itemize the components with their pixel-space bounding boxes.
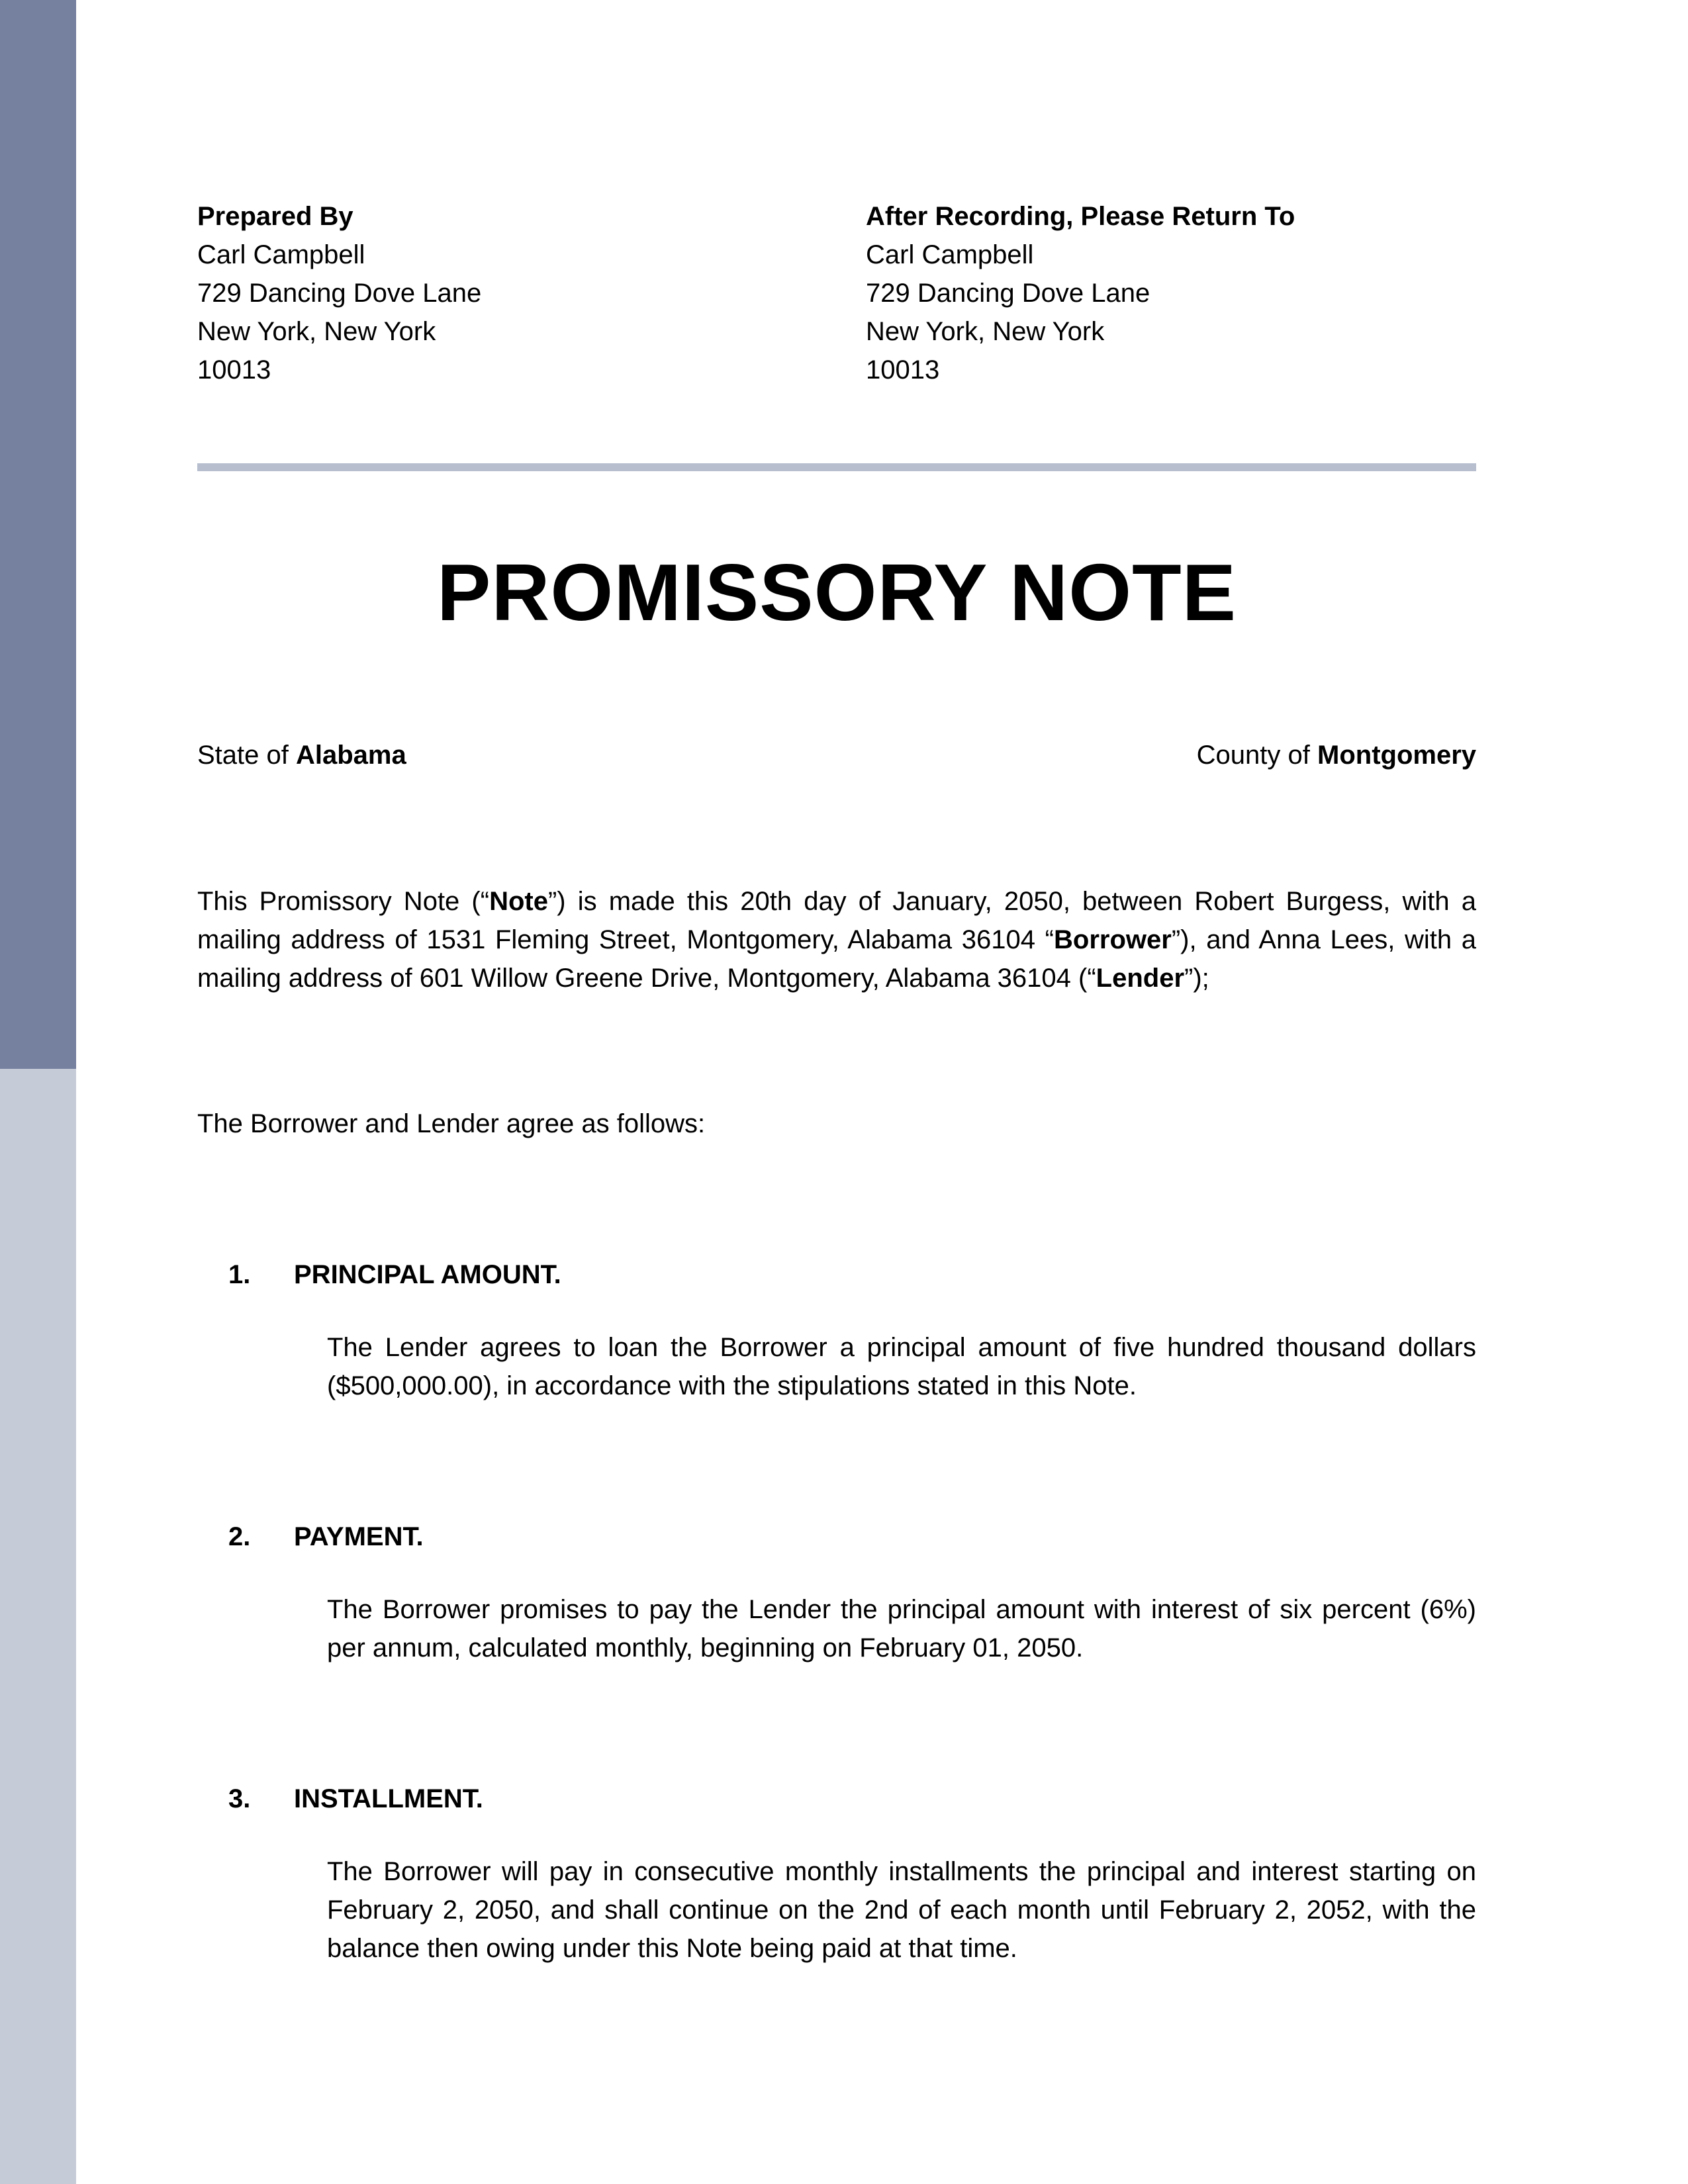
address-line: 10013 — [197, 355, 271, 385]
address-line: 729 Dancing Dove Lane — [197, 279, 482, 308]
section-installment — [197, 1780, 1476, 1968]
prepared-by-label: Prepared By — [197, 202, 353, 231]
section-principal-amount — [197, 1255, 1476, 1405]
sidebar-accent-light — [0, 1069, 76, 2184]
document-title: PROMISSORY NOTE — [436, 547, 1237, 637]
jurisdiction-row — [197, 736, 1476, 774]
address-line: New York, New York — [197, 317, 436, 346]
county-line — [1197, 736, 1476, 774]
intro-segment-note: Note — [489, 887, 548, 916]
section-heading-label: PAYMENT. — [294, 1522, 424, 1551]
section-heading — [197, 1255, 1476, 1294]
prepared-by-block — [197, 197, 866, 389]
address-line: 10013 — [866, 355, 940, 385]
state-value: Alabama — [295, 741, 406, 770]
intro-paragraph — [197, 882, 1476, 997]
section-number: 3. — [228, 1784, 251, 1813]
return-to-block — [866, 197, 1295, 389]
address-line: 729 Dancing Dove Lane — [866, 279, 1150, 308]
agreement-line: The Borrower and Lender agree as follows: — [197, 1109, 706, 1138]
return-to-label: After Recording, Please Return To — [866, 202, 1295, 231]
section-number: 1. — [228, 1260, 251, 1289]
state-line — [197, 736, 406, 774]
intro-segment: ”); — [1184, 964, 1209, 993]
section-heading-label: PRINCIPAL AMOUNT. — [294, 1260, 561, 1289]
section-heading-label: INSTALLMENT. — [294, 1784, 483, 1813]
address-line: Carl Campbell — [197, 240, 365, 269]
intro-segment: ”) is made this 20th day of January, 2050, between Robert Burgess, with a mailing address of 1531 Fleming Street, Montgomery, Alabama 36104 “ — [197, 887, 1477, 954]
sidebar-accent-dark — [0, 0, 76, 1069]
section-number: 2. — [228, 1522, 251, 1551]
county-value: Montgomery — [1317, 741, 1476, 770]
county-prefix: County of — [1196, 741, 1317, 770]
intro-segment-borrower: Borrower — [1054, 925, 1172, 954]
intro-segment-lender: Lender — [1096, 964, 1185, 993]
header-address-row — [197, 0, 1476, 389]
section-body: The Borrower promises to pay the Lender the principal amount with interest of six percent (6%) per annum, calculated monthly, beginning on February 01, 2050. — [327, 1595, 1476, 1662]
address-line: Carl Campbell — [866, 240, 1034, 269]
section-body: The Borrower will pay in consecutive monthly installments the principal and interest starting on February 2, 2050, and shall continue on the 2nd of each month until February 2, 2052, with the balance then owing under this Note being paid at that time. — [327, 1857, 1476, 1963]
address-line: New York, New York — [866, 317, 1105, 346]
intro-segment: ”), and Anna Lees, with a mailing address of 601 Willow Greene Drive, Montgomery, Alabama 36104 (“ — [197, 925, 1477, 993]
section-body: The Lender agrees to loan the Borrower a principal amount of five hundred thousand dollars ($500,000.00), in accordance with the stipulations stated in this Note. — [327, 1333, 1476, 1400]
section-payment — [197, 1518, 1476, 1667]
state-prefix: State of — [197, 741, 296, 770]
section-heading — [197, 1518, 1476, 1556]
document-content — [197, 0, 1476, 1968]
section-heading — [197, 1780, 1476, 1818]
intro-segment: This Promissory Note (“ — [197, 887, 490, 916]
divider-rule — [197, 463, 1476, 471]
